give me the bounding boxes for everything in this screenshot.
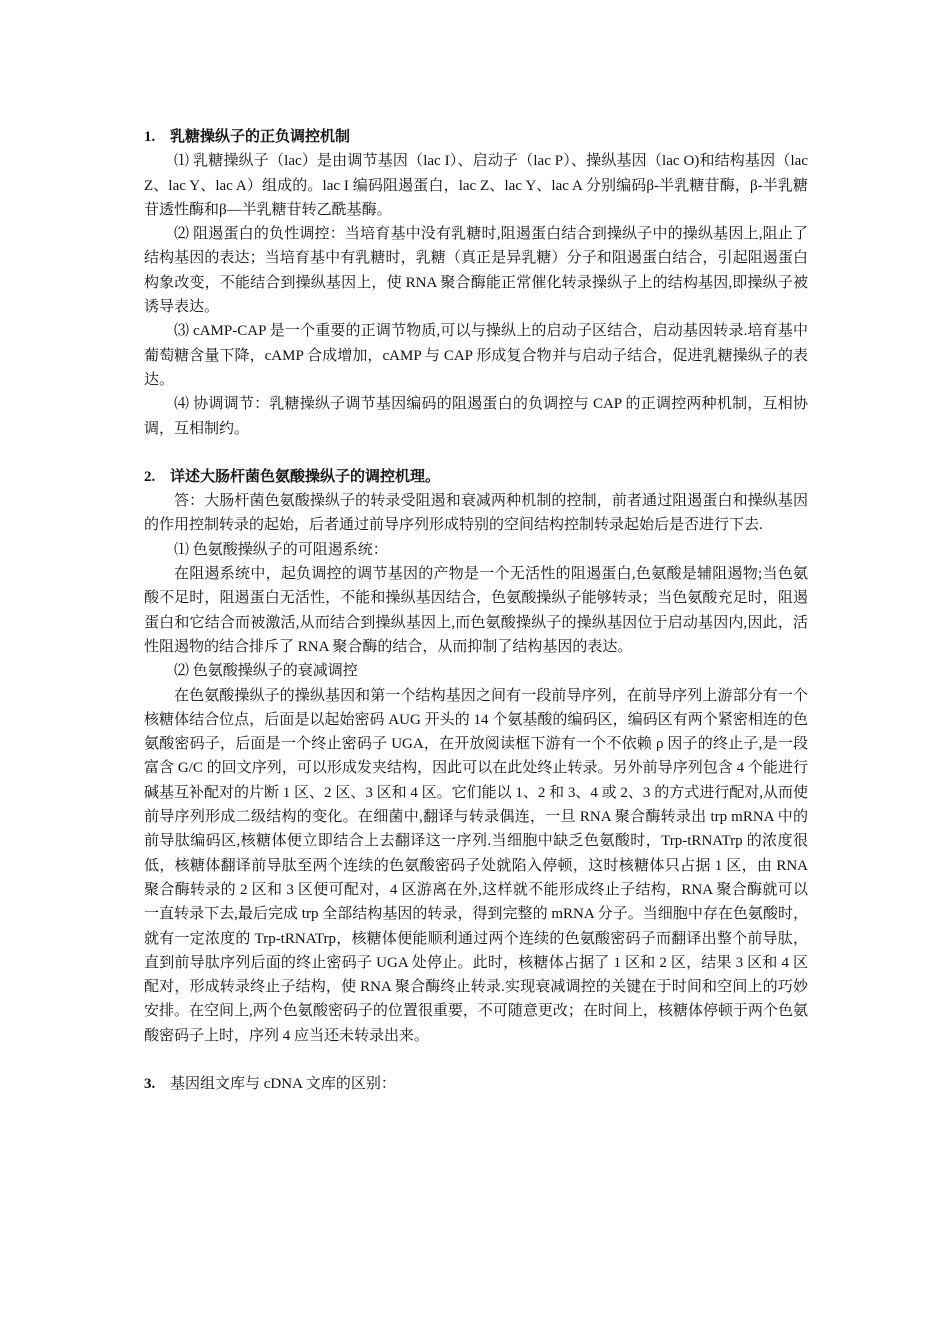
section-spacer — [144, 441, 808, 465]
section-number: 2. — [144, 468, 156, 485]
document-body — [144, 125, 808, 1096]
paragraph: ⑴ 色氨酸操纵子的可阻遏系统： — [174, 541, 388, 558]
section-number: 1. — [144, 129, 156, 145]
section-heading — [144, 125, 808, 149]
paragraph: ⑴ 乳糖操纵子（lac）是由调节基因（lac I）、启动子（lac P）、操纵基因（lac O)和结构基因（lac Z、lac Y、lac A）组成的。lac I 编码阻遏蛋白，lac Z、lac Y、lac A 分别编码β-半乳糖苷酶，β-半乳糖苷透性酶和β—半乳糖苷转乙酰基酶。 — [144, 153, 808, 218]
paragraph: ⑵ 阻遏蛋白的负性调控：当培育基中没有乳糖时,阻遏蛋白结合到操纵子中的操纵基因上,阻止了结构基因的表达；当培育基中有乳糖时，乳糖（真正是异乳糖）分子和阻遏蛋白结合，引起阻遏蛋白构象改变，不能结合到操纵基因上，使 RNA 聚合酶能正常催化转录操纵子上的结构基因,即操纵子被诱导表达。 — [144, 226, 808, 316]
section-title: 乳糖操纵子的正负调控机制 — [170, 129, 351, 145]
section-heading — [144, 1072, 808, 1096]
paragraph: 答：大肠杆菌色氨酸操纵子的转录受阻遏和衰减两种机制的控制，前者通过阻遏蛋白和操纵基因的作用控制转录的起始，后者通过前导序列形成特别的空间结构控制转录起始后是否进行下去. — [144, 493, 808, 534]
paragraph: ⑷ 协调调节：乳糖操纵子调节基因编码的阻遏蛋白的负调控与 CAP 的正调控两种机制，互相协调，互相制约。 — [144, 396, 808, 437]
section-number: 3. — [144, 1075, 156, 1092]
section-title: 详述大肠杆菌色氨酸操纵子的调控机理。 — [170, 468, 441, 485]
paragraph: ⑵ 色氨酸操纵子的衰减调控 — [174, 663, 358, 680]
section-heading — [144, 465, 808, 489]
section-title: 基因组文库与 cDNA 文库的区别： — [170, 1075, 396, 1092]
section-spacer — [144, 1048, 808, 1072]
paragraph: ⑶ cAMP-CAP 是一个重要的正调节物质,可以与操纵上的启动子区结合，启动基因转录.培育基中葡萄糖含量下降，cAMP 合成增加，cAMP 与 CAP 形成复合物并与启动子结合，促进乳糖操纵子的表达。 — [144, 323, 808, 388]
paragraph: 在色氨酸操纵子的操纵基因和第一个结构基因之间有一段前导序列，在前导序列上游部分有一个核糖体结合位点，后面是以起始密码 AUG 开头的 14 个氨基酸的编码区，编码区有两个紧密相连的色氨酸密码子，后面是一个终止密码子 UGA，在开放阅读框下游有一个不依赖 ρ 因子的终止子,是一段富含 G/C 的回文序列，可以形成发夹结构，因此可以在此处终止转录。另外前导序列包含 4 个能进行碱基互补配对的片断 1 区、2 区、3 区和 4 区。它们能以 1、2 和 3、4 或 2、3 的方式进行配对,从而使前导序列形成二级结构的变化。在细菌中,翻译与转录偶连，一旦 RNA 聚合酶转录出 trp mRNA 中的前导肽编码区,核糖体便立即结合上去翻译这一序列.当细胞中缺乏色氨酸时，Trp-tRNATrp 的浓度很低，核糖体翻译前导肽至两个连续的色氨酸密码子处就陷入停顿，这时核糖体只占据 1 区，由 RNA 聚合酶转录的 2 区和 3 区便可配对，4 区游离在外,这样就不能形成终止子结构，RNA 聚合酶就可以一直转录下去,最后完成 trp 全部结构基因的转录，得到完整的 mRNA 分子。当细胞中存在色氨酸时，就有一定浓度的 Trp-tRNATrp，核糖体便能顺利通过两个连续的色氨酸密码子而翻译出整个前导肽，直到前导肽序列后面的终止密码子 UGA 处停止。此时，核糖体占据了 1 区和 2 区，结果 3 区和 4 区配对，形成转录终止子结构，使 RNA 聚合酶终止转录.实现衰减调控的关键在于时间和空间上的巧妙安排。在空间上,两个色氨酸密码子的位置很重要，不可随意更改；在时间上，核糖体停顿于两个色氨酸密码子上时，序列 4 应当还未转录出来。 — [144, 687, 808, 1044]
paragraph: 在阻遏系统中，起负调控的调节基因的产物是一个无活性的阻遏蛋白,色氨酸是辅阻遏物;当色氨酸不足时，阻遏蛋白无活性，不能和操纵基因结合，色氨酸操纵子能够转录；当色氨酸充足时，阻遏蛋白和它结合而被激活,从而结合到操纵基因上,而色氨酸操纵子的操纵基因位于启动基因内,因此，活性阻遏物的结合排斥了 RNA 聚合酶的结合，从而抑制了结构基因的表达。 — [144, 566, 808, 655]
